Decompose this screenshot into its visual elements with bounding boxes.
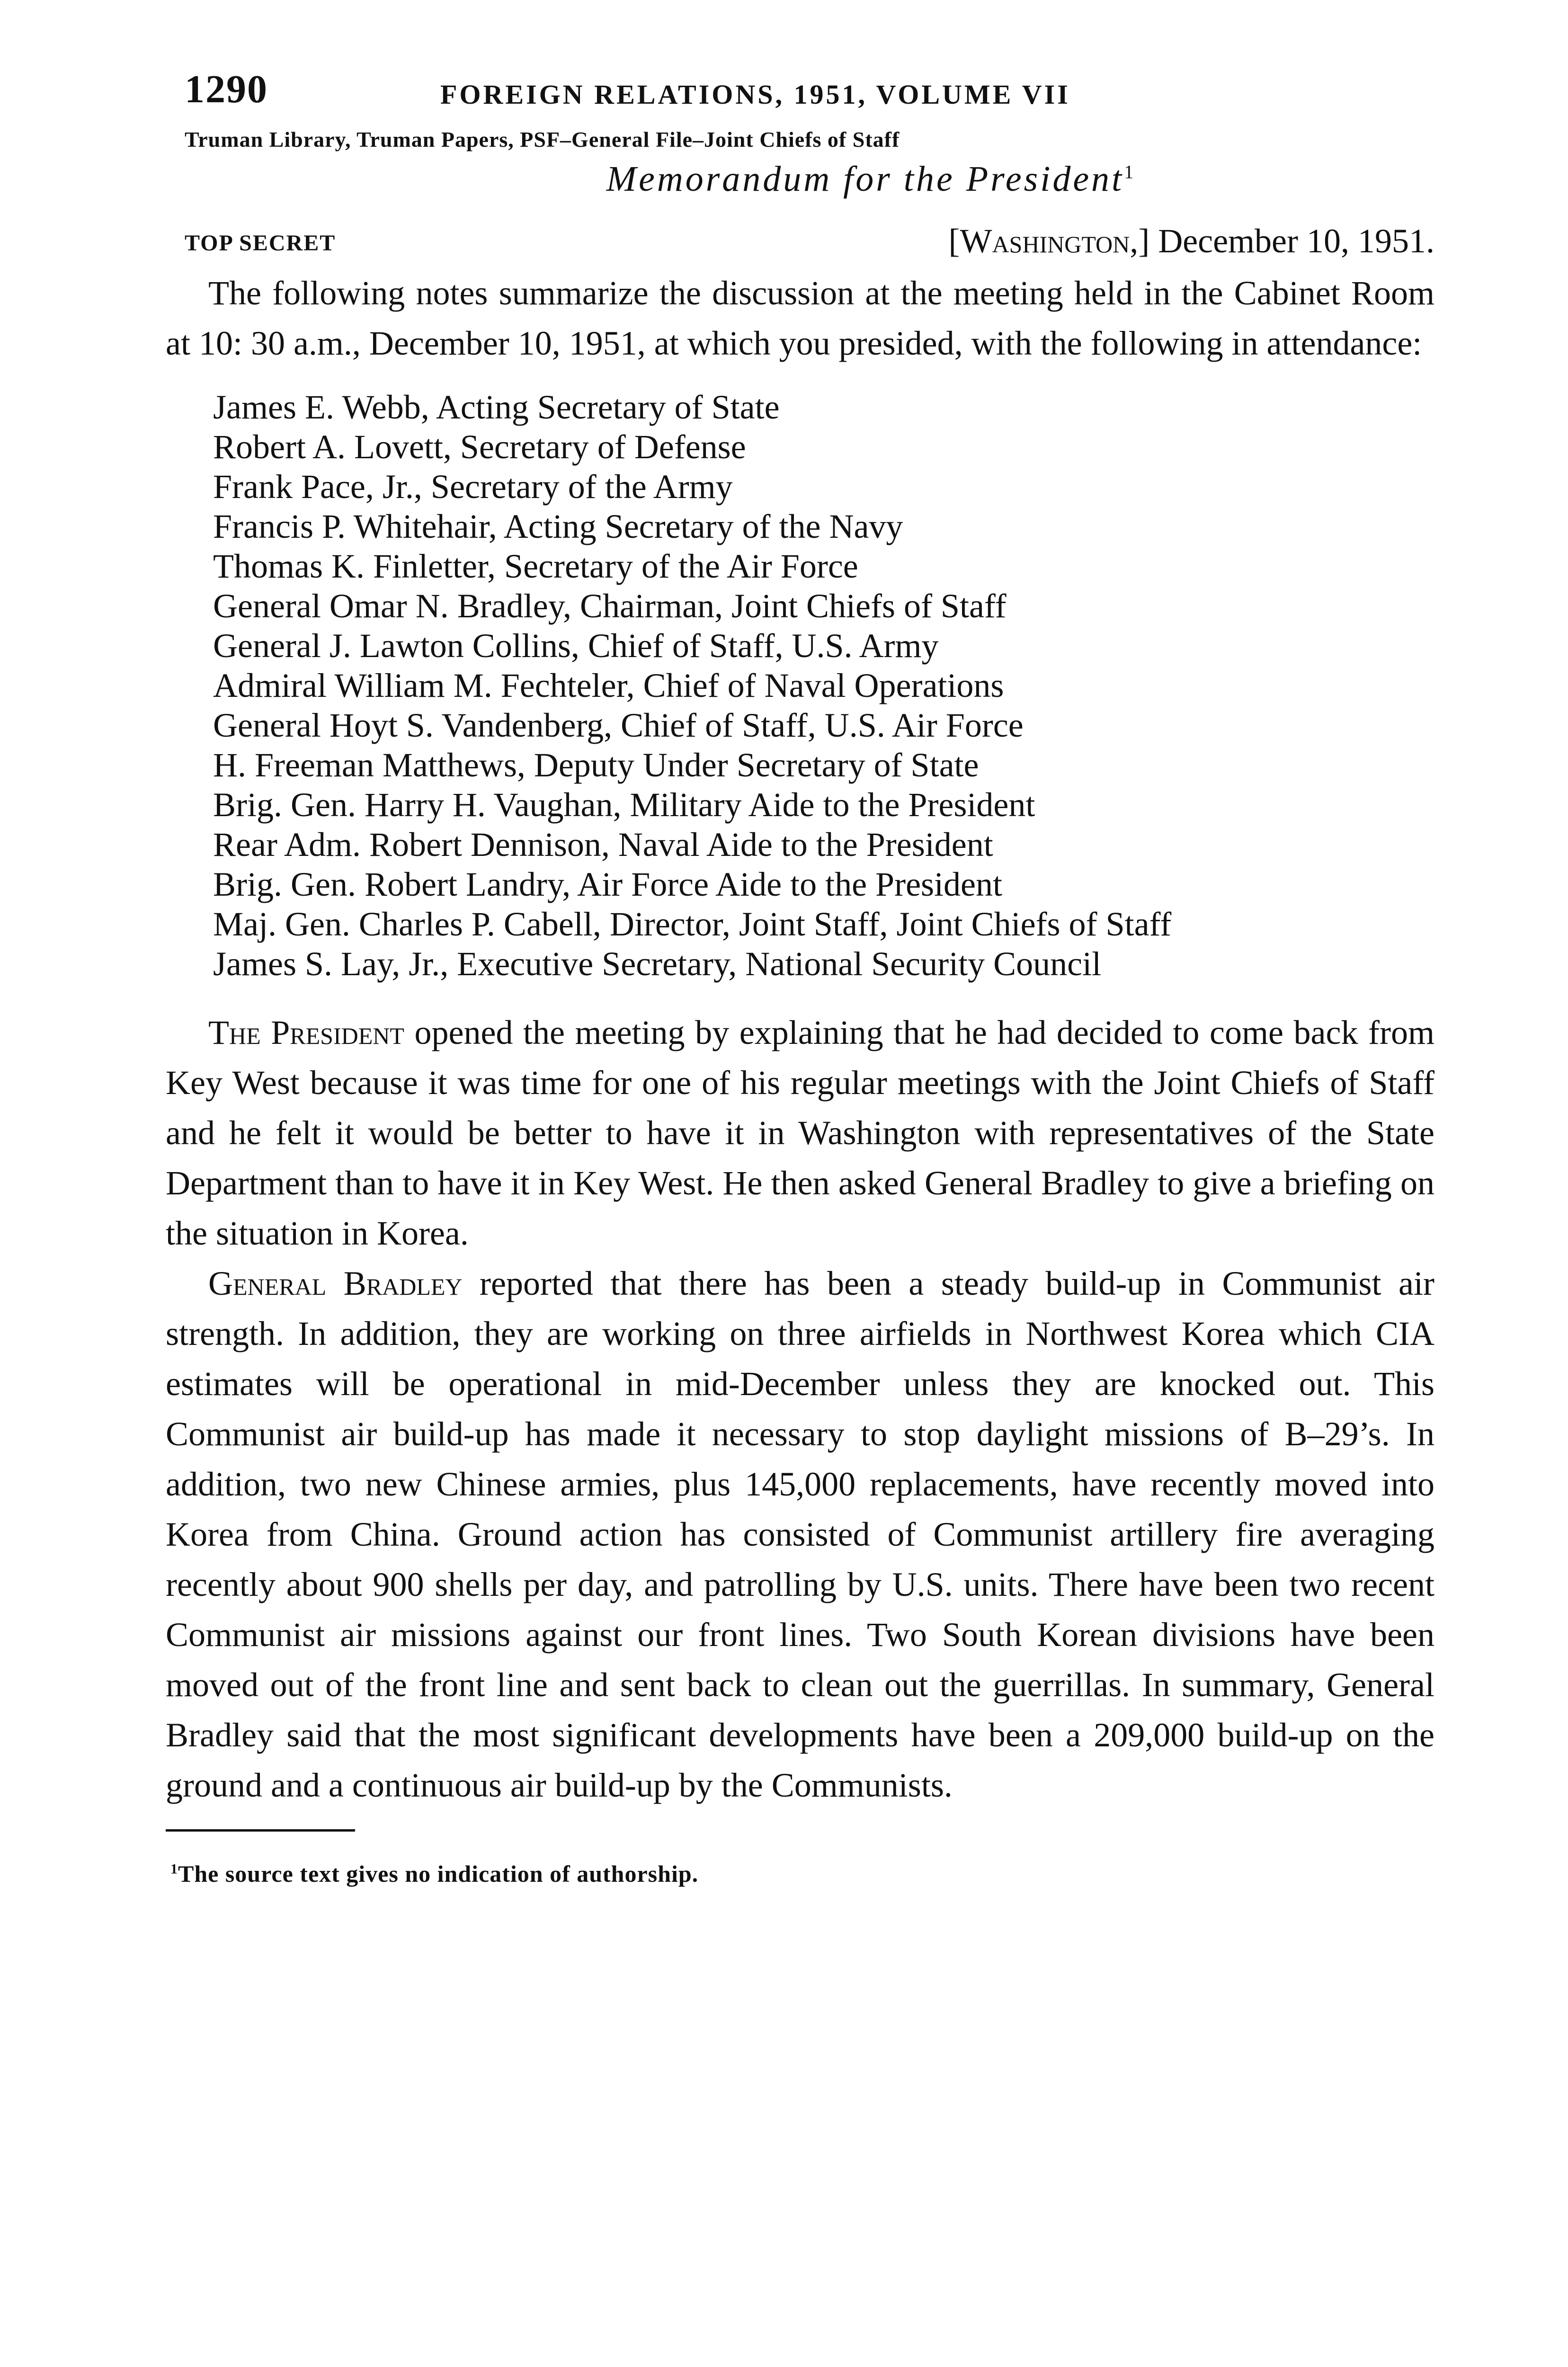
footnote-text: The source text gives no indication of authorship. xyxy=(178,1860,699,1887)
president-paragraph xyxy=(166,1007,1434,1258)
attendee-item: Francis P. Whitehair, Acting Secretary of the Navy xyxy=(213,507,903,545)
attendee-item: Rear Adm. Robert Dennison, Naval Aide to the President xyxy=(213,826,993,863)
attendee-item: James S. Lay, Jr., Executive Secretary, National Security Council xyxy=(213,945,1102,983)
classification-label: TOP SECRET xyxy=(185,231,336,256)
paragraph-text: opened the meeting by explaining that he had decided to come back from Key West because it was time for one of his regular meetings with the Joint Chiefs of Staff and he felt it would be better to have it in Washington with representatives of the State Department than to have it in Key West. He then asked General Bradley to give a briefing on the situation in Korea. xyxy=(166,1014,1435,1252)
intro-paragraph: The following notes summarize the discussion at the meeting held in the Cabinet Room at 10: 30 a.m., December 10, 1951, at which you presided, with the following in attendance: xyxy=(166,274,1434,362)
attendee-item: General Hoyt S. Vandenberg, Chief of Staff, U.S. Air Force xyxy=(213,706,1024,744)
attendee-item: Brig. Gen. Robert Landry, Air Force Aide to the President xyxy=(213,865,1003,903)
speaker-name: The President xyxy=(208,1014,404,1051)
attendee-item: Brig. Gen. Harry H. Vaughan, Military Aide to the President xyxy=(213,786,1035,824)
bradley-paragraph xyxy=(166,1258,1434,1810)
dateline xyxy=(949,222,1434,261)
document-page xyxy=(166,62,1434,1887)
attendee-item: H. Freeman Matthews, Deputy Under Secretary of State xyxy=(213,746,979,784)
attendee-item: Admiral William M. Fechteler, Chief of Naval Operations xyxy=(213,667,1004,704)
speaker-name: General Bradley xyxy=(208,1264,463,1302)
footnote xyxy=(170,1860,1434,1887)
attendee-item: Thomas K. Finletter, Secretary of the Air Force xyxy=(213,547,858,585)
attendee-item: Robert A. Lovett, Secretary of Defense xyxy=(213,428,746,466)
attendee-item: General J. Lawton Collins, Chief of Staff, U.S. Army xyxy=(213,627,939,665)
paragraph-text: reported that there has been a steady build-up in Communist air strength. In addition, they are working on three airfields in Northwest Korea which CIA estimates will be operational in mid-December unless they are knocked out. This Communist air build-up has made it necessary to stop daylight missions of B–29’s. In addition, two new Chinese armies, plus 145,000 replacements, have recently moved into Korea from China. Ground action has consisted of Communist artillery fire averaging recently about 900 shells per day, and patrolling by U.S. units. There have been two recent Communist air missions against our front lines. Two South Korean divisions have been moved out of the front line and sent back to clean out the guerrillas. In summary, General Bradley said that the most significant developments have been a 209,000 build-up on the ground and a continuous air build-up by the Communists. xyxy=(166,1264,1434,1804)
date-line xyxy=(166,222,1434,264)
dateline-date: December 10, 1951. xyxy=(1158,222,1434,260)
attendee-item: Frank Pace, Jr., Secretary of the Army xyxy=(213,468,733,506)
footnote-divider xyxy=(166,1829,355,1832)
footnote-marker: 1 xyxy=(170,1861,178,1877)
running-head xyxy=(166,62,1434,118)
page-number: 1290 xyxy=(185,67,268,111)
source-note: Truman Library, Truman Papers, PSF–General File–Joint Chiefs of Staff xyxy=(185,127,900,151)
document-title xyxy=(308,159,1434,200)
dateline-place: [Washington,] xyxy=(948,222,1150,260)
attendee-item: James E. Webb, Acting Secretary of State xyxy=(213,388,780,426)
running-title: FOREIGN RELATIONS, 1951, VOLUME VII xyxy=(440,79,1070,110)
attendee-list xyxy=(213,387,1434,984)
attendee-item: General Omar N. Bradley, Chairman, Joint Chiefs of Staff xyxy=(213,587,1007,625)
attendee-item: Maj. Gen. Charles P. Cabell, Director, Joint Staff, Joint Chiefs of Staff xyxy=(213,905,1172,943)
title-footnote-marker: 1 xyxy=(1124,161,1136,183)
document-title-text: Memorandum for the President xyxy=(606,159,1124,199)
